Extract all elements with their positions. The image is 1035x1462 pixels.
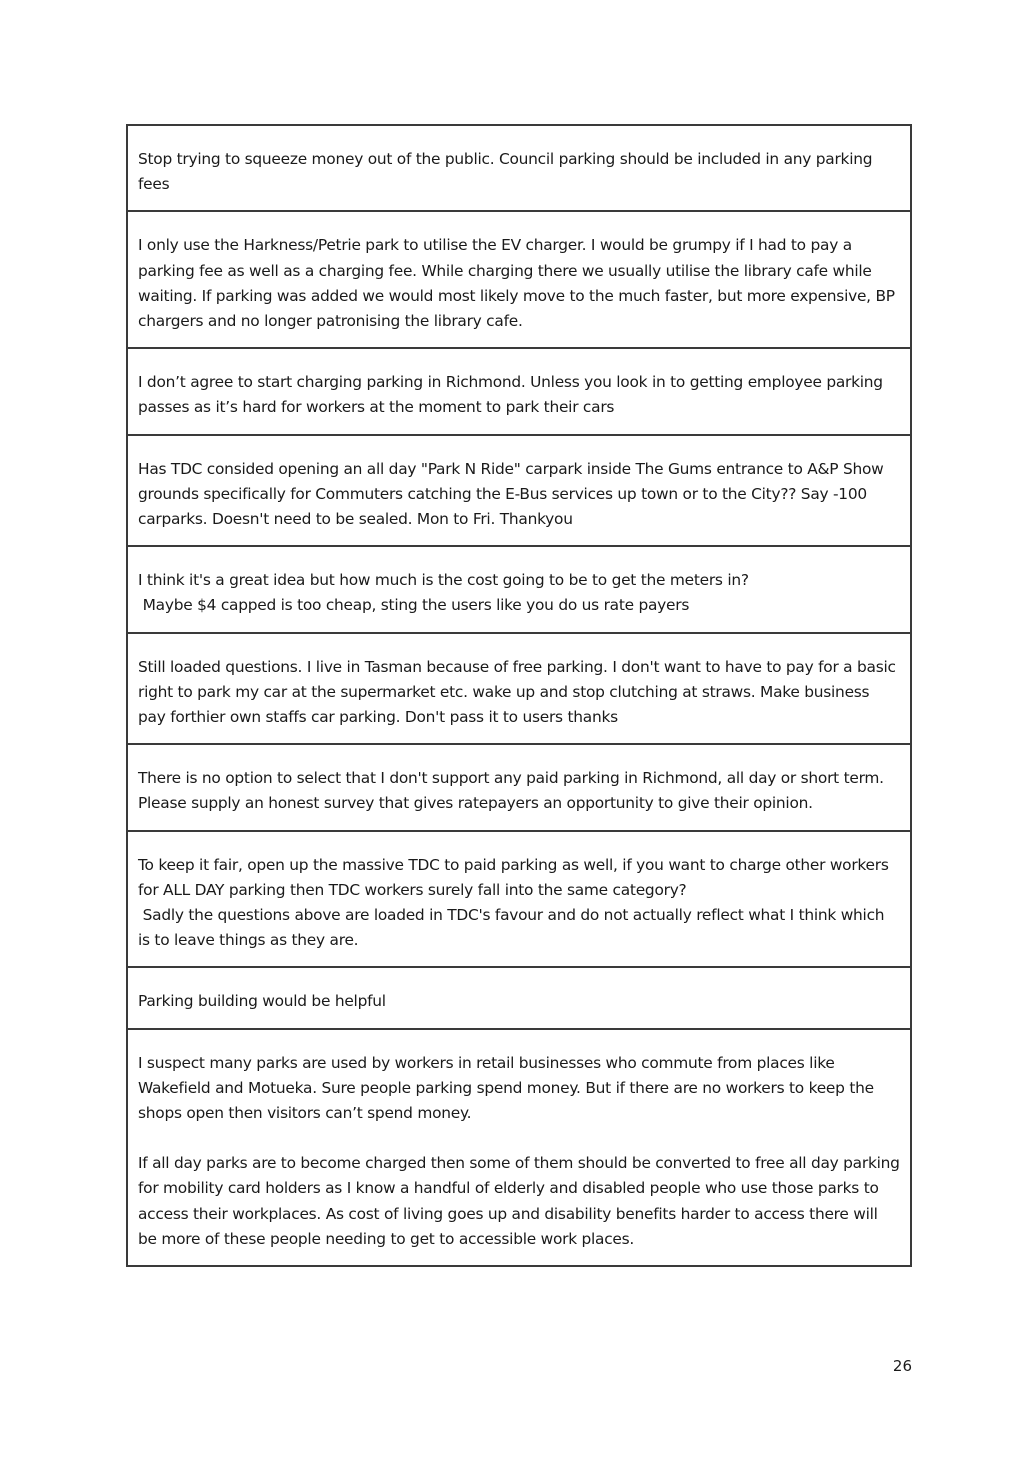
comment-row xyxy=(128,832,910,969)
page-number: 26 xyxy=(892,1357,912,1375)
comment-text: Has TDC consided opening an all day "Park N Ride" carpark inside The Gums entrance to A&P Show grounds specifically for Commuters catching the E-Bus services up town or to the City?? Say -100 carparks. Doesn't need to be sealed. Mon to Fri. Thankyou xyxy=(138,459,889,529)
comment-row xyxy=(128,745,910,831)
comment-text: I think it's a great idea but how much is the cost going to be to get the meters in? Maybe $4 capped is too cheap, sting the users like you do us rate payers xyxy=(138,571,749,615)
comment-text: I don’t agree to start charging parking in Richmond. Unless you look in to getting employee parking passes as it’s hard for workers at the moment to park their cars xyxy=(138,373,888,417)
comment-row xyxy=(128,126,910,212)
comment-row xyxy=(128,212,910,349)
comment-text: Parking building would be helpful xyxy=(138,992,386,1011)
comment-row xyxy=(128,349,910,435)
comment-text: I suspect many parks are used by workers in retail businesses who commute from places like Wakefield and Motueka. Sure people parking spend money. But if there are no workers to keep the shops open then visitors can’t spend money. xyxy=(138,1053,879,1123)
comment-row xyxy=(128,968,910,1029)
comments-table xyxy=(126,124,912,1267)
comment-text: If all day parks are to become charged then some of them should be converted to free all day parking for mobility card holders as I know a handful of elderly and disabled people who use those parks to access their workplaces. As cost of living goes up and disability benefits harder to access there will be more of these people needing to get to accessible work places. xyxy=(138,1154,905,1248)
comment-row xyxy=(128,436,910,548)
comment-text: To keep it fair, open up the massive TDC to paid parking as well, if you want to charge other workers for ALL DAY parking then TDC workers surely fall into the same category? Sadly the questions above are loaded in TDC's favour and do not actually reflect what I think which is to leave things as they are. xyxy=(138,855,889,950)
comment-text: There is no option to select that I don't support any paid parking in Richmond, all day or short term. Please supply an honest survey that gives ratepayers an opportunity to give their opinion. xyxy=(138,769,889,813)
comment-row xyxy=(128,1030,910,1265)
comment-text: I only use the Harkness/Petrie park to utilise the EV charger. I would be grumpy if I had to pay a parking fee as well as a charging fee. While charging there we usually utilise the library cafe while waiting. If parking was added we would most likely move to the much faster, but more expensive, BP chargers and no longer patronising the library cafe. xyxy=(138,236,900,331)
comment-row xyxy=(128,634,910,746)
comment-text: Stop trying to squeeze money out of the public. Council parking should be included in any parking fees xyxy=(138,150,877,194)
comment-row xyxy=(128,547,910,633)
comment-text: Still loaded questions. I live in Tasman because of free parking. I don't want to have to pay for a basic right to park my car at the supermarket etc. wake up and stop clutching at straws. Make business pay forthier own staffs car parking. Don't pass it to users thanks xyxy=(138,657,901,727)
